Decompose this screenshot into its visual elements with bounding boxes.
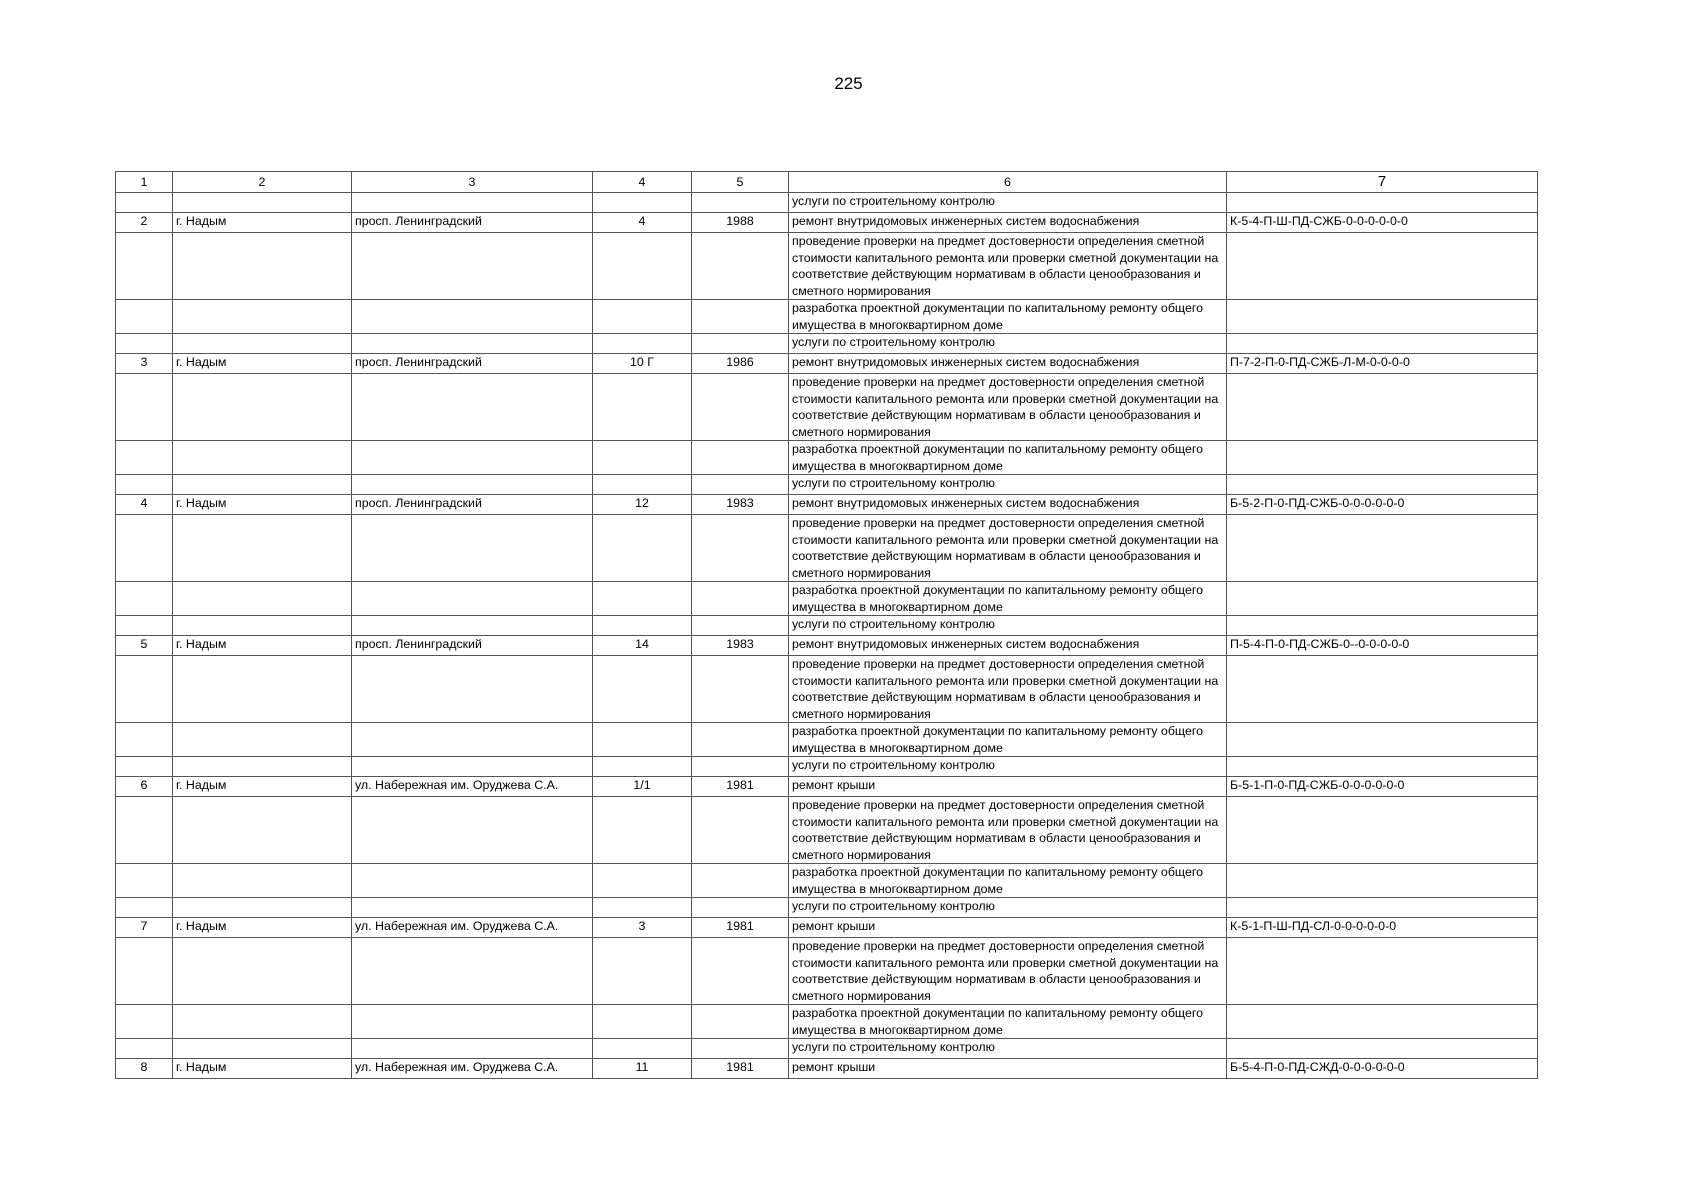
table-row — [116, 636, 1538, 656]
house-number-cell — [593, 797, 692, 864]
work-type-cell: проведение проверки на предмет достоверности определения сметной стоимости капитального ремонта или проверки сметной документации на соответствие действующим нормативам в области ценообразования и сметного нормирования — [789, 797, 1227, 864]
year-cell: 1983 — [692, 495, 789, 515]
city-cell — [173, 898, 352, 918]
work-type-cell: проведение проверки на предмет достоверности определения сметной стоимости капитального ремонта или проверки сметной документации на соответствие действующим нормативам в области ценообразования и сметного нормирования — [789, 233, 1227, 300]
table-row — [116, 441, 1538, 475]
building-code-cell: П-7-2-П-0-ПД-СЖБ-Л-М-0-0-0-0 — [1227, 354, 1538, 374]
house-number-cell — [593, 374, 692, 441]
street-cell: ул. Набережная им. Оруджева С.А. — [352, 1059, 593, 1079]
year-cell — [692, 582, 789, 616]
table-row — [116, 233, 1538, 300]
building-code-cell: К-5-1-П-Ш-ПД-СЛ-0-0-0-0-0-0 — [1227, 918, 1538, 938]
street-cell — [352, 723, 593, 757]
house-number-cell — [593, 938, 692, 1005]
work-type-cell: ремонт внутридомовых инженерных систем водоснабжения — [789, 213, 1227, 233]
work-type-cell: услуги по строительному контролю — [789, 334, 1227, 354]
street-cell — [352, 300, 593, 334]
row-number-cell: 5 — [116, 636, 173, 656]
table-row — [116, 354, 1538, 374]
street-cell — [352, 582, 593, 616]
city-cell — [173, 723, 352, 757]
table-row — [116, 334, 1538, 354]
table-row — [116, 797, 1538, 864]
year-cell — [692, 334, 789, 354]
year-cell: 1981 — [692, 918, 789, 938]
work-type-cell: ремонт внутридомовых инженерных систем водоснабжения — [789, 495, 1227, 515]
row-number-cell — [116, 300, 173, 334]
street-cell — [352, 1039, 593, 1059]
house-number-cell: 1/1 — [593, 777, 692, 797]
building-code-cell — [1227, 1039, 1538, 1059]
house-number-cell — [593, 898, 692, 918]
building-code-cell — [1227, 515, 1538, 582]
building-code-cell — [1227, 374, 1538, 441]
table-row — [116, 777, 1538, 797]
table-row — [116, 213, 1538, 233]
building-code-cell — [1227, 582, 1538, 616]
year-cell — [692, 441, 789, 475]
table-row — [116, 1005, 1538, 1039]
year-cell — [692, 864, 789, 898]
city-cell — [173, 233, 352, 300]
year-cell — [692, 656, 789, 723]
year-cell — [692, 938, 789, 1005]
year-cell — [692, 233, 789, 300]
work-type-cell: услуги по строительному контролю — [789, 757, 1227, 777]
building-code-cell: П-5-4-П-0-ПД-СЖБ-0--0-0-0-0-0 — [1227, 636, 1538, 656]
house-number-cell — [593, 193, 692, 213]
table-row — [116, 193, 1538, 213]
building-code-cell — [1227, 193, 1538, 213]
year-cell: 1983 — [692, 636, 789, 656]
row-number-cell — [116, 1005, 173, 1039]
header-cell: 4 — [593, 172, 692, 193]
year-cell — [692, 515, 789, 582]
year-cell: 1981 — [692, 1059, 789, 1079]
house-number-cell: 10 Г — [593, 354, 692, 374]
table-row — [116, 515, 1538, 582]
building-code-cell — [1227, 757, 1538, 777]
building-code-cell — [1227, 797, 1538, 864]
street-cell — [352, 475, 593, 495]
street-cell: просп. Ленинградский — [352, 354, 593, 374]
table-row — [116, 723, 1538, 757]
year-cell: 1986 — [692, 354, 789, 374]
city-cell — [173, 475, 352, 495]
year-cell — [692, 1005, 789, 1039]
building-code-cell — [1227, 441, 1538, 475]
house-number-cell — [593, 616, 692, 636]
row-number-cell — [116, 582, 173, 616]
row-number-cell — [116, 374, 173, 441]
house-number-cell — [593, 300, 692, 334]
row-number-cell — [116, 864, 173, 898]
street-cell — [352, 233, 593, 300]
header-cell: 1 — [116, 172, 173, 193]
row-number-cell — [116, 193, 173, 213]
repair-program-table — [115, 171, 1538, 1079]
house-number-cell: 4 — [593, 213, 692, 233]
work-type-cell: проведение проверки на предмет достоверности определения сметной стоимости капитального ремонта или проверки сметной документации на соответствие действующим нормативам в области ценообразования и сметного нормирования — [789, 374, 1227, 441]
house-number-cell — [593, 1005, 692, 1039]
city-cell — [173, 582, 352, 616]
year-cell — [692, 616, 789, 636]
page-number: 225 — [834, 74, 863, 93]
street-cell — [352, 193, 593, 213]
work-type-cell: ремонт крыши — [789, 1059, 1227, 1079]
house-number-cell — [593, 582, 692, 616]
street-cell — [352, 334, 593, 354]
year-cell — [692, 723, 789, 757]
table-row — [116, 374, 1538, 441]
city-cell — [173, 1039, 352, 1059]
row-number-cell — [116, 938, 173, 1005]
house-number-cell — [593, 441, 692, 475]
table-row — [116, 300, 1538, 334]
header-cell: 2 — [173, 172, 352, 193]
work-type-cell: разработка проектной документации по капитальному ремонту общего имущества в многоквартирном доме — [789, 300, 1227, 334]
city-cell — [173, 441, 352, 475]
building-code-cell — [1227, 898, 1538, 918]
building-code-cell — [1227, 616, 1538, 636]
building-code-cell — [1227, 864, 1538, 898]
year-cell — [692, 374, 789, 441]
table-row — [116, 757, 1538, 777]
house-number-cell — [593, 864, 692, 898]
city-cell — [173, 938, 352, 1005]
row-number-cell — [116, 616, 173, 636]
house-number-cell: 11 — [593, 1059, 692, 1079]
city-cell — [173, 656, 352, 723]
house-number-cell — [593, 233, 692, 300]
work-type-cell: услуги по строительному контролю — [789, 1039, 1227, 1059]
year-cell: 1981 — [692, 777, 789, 797]
building-code-cell — [1227, 723, 1538, 757]
house-number-cell — [593, 1039, 692, 1059]
table-row — [116, 864, 1538, 898]
work-type-cell: разработка проектной документации по капитальному ремонту общего имущества в многоквартирном доме — [789, 582, 1227, 616]
table-row — [116, 495, 1538, 515]
table-row — [116, 918, 1538, 938]
house-number-cell: 12 — [593, 495, 692, 515]
street-cell: ул. Набережная им. Оруджева С.А. — [352, 918, 593, 938]
table-row — [116, 1059, 1538, 1079]
work-type-cell: ремонт крыши — [789, 918, 1227, 938]
work-type-cell: разработка проектной документации по капитальному ремонту общего имущества в многоквартирном доме — [789, 864, 1227, 898]
row-number-cell — [116, 233, 173, 300]
street-cell — [352, 864, 593, 898]
row-number-cell — [116, 797, 173, 864]
row-number-cell: 4 — [116, 495, 173, 515]
house-number-cell: 14 — [593, 636, 692, 656]
house-number-cell — [593, 656, 692, 723]
header-cell: 7 — [1227, 172, 1538, 193]
house-number-cell — [593, 334, 692, 354]
row-number-cell: 6 — [116, 777, 173, 797]
header-row — [116, 172, 1538, 193]
city-cell — [173, 374, 352, 441]
city-cell: г. Надым — [173, 636, 352, 656]
city-cell: г. Надым — [173, 777, 352, 797]
row-number-cell — [116, 441, 173, 475]
row-number-cell: 3 — [116, 354, 173, 374]
year-cell — [692, 1039, 789, 1059]
work-type-cell: ремонт крыши — [789, 777, 1227, 797]
year-cell — [692, 300, 789, 334]
building-code-cell — [1227, 475, 1538, 495]
table-row — [116, 1039, 1538, 1059]
city-cell — [173, 864, 352, 898]
table-row — [116, 475, 1538, 495]
city-cell: г. Надым — [173, 1059, 352, 1079]
work-type-cell: разработка проектной документации по капитальному ремонту общего имущества в многоквартирном доме — [789, 1005, 1227, 1039]
row-number-cell: 8 — [116, 1059, 173, 1079]
building-code-cell: Б-5-1-П-0-ПД-СЖБ-0-0-0-0-0-0 — [1227, 777, 1538, 797]
row-number-cell — [116, 515, 173, 582]
work-type-cell: услуги по строительному контролю — [789, 898, 1227, 918]
building-code-cell: Б-5-2-П-0-ПД-СЖБ-0-0-0-0-0-0 — [1227, 495, 1538, 515]
house-number-cell — [593, 515, 692, 582]
house-number-cell — [593, 757, 692, 777]
year-cell — [692, 797, 789, 864]
work-type-cell: разработка проектной документации по капитальному ремонту общего имущества в многоквартирном доме — [789, 723, 1227, 757]
building-code-cell — [1227, 1005, 1538, 1039]
street-cell — [352, 374, 593, 441]
row-number-cell — [116, 334, 173, 354]
street-cell — [352, 515, 593, 582]
work-type-cell: ремонт внутридомовых инженерных систем водоснабжения — [789, 354, 1227, 374]
header-cell: 5 — [692, 172, 789, 193]
header-cell: 6 — [789, 172, 1227, 193]
street-cell: просп. Ленинградский — [352, 495, 593, 515]
work-type-cell: проведение проверки на предмет достоверности определения сметной стоимости капитального ремонта или проверки сметной документации на соответствие действующим нормативам в области ценообразования и сметного нормирования — [789, 515, 1227, 582]
header-cell: 3 — [352, 172, 593, 193]
street-cell: просп. Ленинградский — [352, 213, 593, 233]
building-code-cell — [1227, 656, 1538, 723]
city-cell: г. Надым — [173, 354, 352, 374]
house-number-cell — [593, 475, 692, 495]
row-number-cell — [116, 757, 173, 777]
city-cell — [173, 797, 352, 864]
street-cell: ул. Набережная им. Оруджева С.А. — [352, 777, 593, 797]
city-cell: г. Надым — [173, 213, 352, 233]
city-cell — [173, 515, 352, 582]
row-number-cell — [116, 898, 173, 918]
year-cell — [692, 193, 789, 213]
work-type-cell: услуги по строительному контролю — [789, 475, 1227, 495]
city-cell — [173, 193, 352, 213]
building-code-cell: Б-5-4-П-0-ПД-СЖД-0-0-0-0-0-0 — [1227, 1059, 1538, 1079]
city-cell — [173, 616, 352, 636]
street-cell — [352, 656, 593, 723]
building-code-cell — [1227, 938, 1538, 1005]
city-cell: г. Надым — [173, 495, 352, 515]
street-cell — [352, 938, 593, 1005]
street-cell — [352, 898, 593, 918]
street-cell: просп. Ленинградский — [352, 636, 593, 656]
city-cell — [173, 1005, 352, 1039]
table-row — [116, 656, 1538, 723]
city-cell — [173, 300, 352, 334]
street-cell — [352, 616, 593, 636]
building-code-cell — [1227, 300, 1538, 334]
table-row — [116, 616, 1538, 636]
building-code-cell — [1227, 233, 1538, 300]
house-number-cell: 3 — [593, 918, 692, 938]
table-row — [116, 938, 1538, 1005]
city-cell — [173, 334, 352, 354]
work-type-cell: проведение проверки на предмет достоверности определения сметной стоимости капитального ремонта или проверки сметной документации на соответствие действующим нормативам в области ценообразования и сметного нормирования — [789, 938, 1227, 1005]
work-type-cell: услуги по строительному контролю — [789, 193, 1227, 213]
building-code-cell: К-5-4-П-Ш-ПД-СЖБ-0-0-0-0-0-0 — [1227, 213, 1538, 233]
street-cell — [352, 1005, 593, 1039]
work-type-cell: разработка проектной документации по капитальному ремонту общего имущества в многоквартирном доме — [789, 441, 1227, 475]
work-type-cell: проведение проверки на предмет достоверности определения сметной стоимости капитального ремонта или проверки сметной документации на соответствие действующим нормативам в области ценообразования и сметного нормирования — [789, 656, 1227, 723]
row-number-cell — [116, 475, 173, 495]
year-cell — [692, 898, 789, 918]
city-cell — [173, 757, 352, 777]
row-number-cell: 7 — [116, 918, 173, 938]
street-cell — [352, 441, 593, 475]
house-number-cell — [593, 723, 692, 757]
row-number-cell — [116, 656, 173, 723]
street-cell — [352, 757, 593, 777]
work-type-cell: ремонт внутридомовых инженерных систем водоснабжения — [789, 636, 1227, 656]
building-code-cell — [1227, 334, 1538, 354]
row-number-cell — [116, 1039, 173, 1059]
year-cell — [692, 757, 789, 777]
row-number-cell — [116, 723, 173, 757]
year-cell — [692, 475, 789, 495]
year-cell: 1988 — [692, 213, 789, 233]
city-cell: г. Надым — [173, 918, 352, 938]
table-row — [116, 582, 1538, 616]
row-number-cell: 2 — [116, 213, 173, 233]
table-row — [116, 898, 1538, 918]
street-cell — [352, 797, 593, 864]
work-type-cell: услуги по строительному контролю — [789, 616, 1227, 636]
